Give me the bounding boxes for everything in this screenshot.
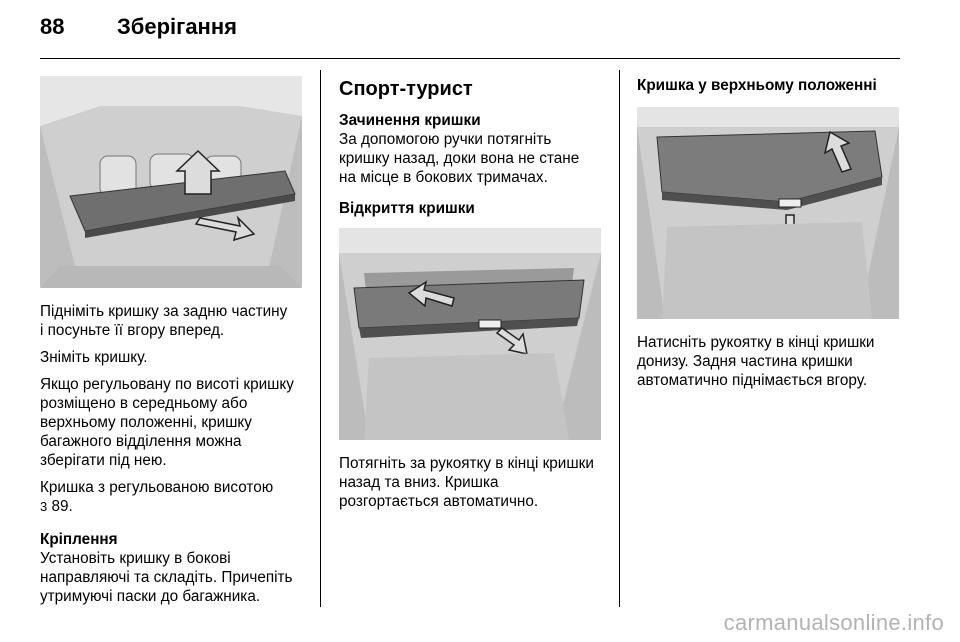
- open-cover-heading: Відкриття кришки: [339, 200, 475, 217]
- column-divider-2: [619, 70, 620, 607]
- upper-position-heading: Кришка у верхньому положенні: [637, 77, 877, 94]
- close-cover-heading: Зачинення кришки: [339, 112, 481, 129]
- page-reference-link[interactable]: 89.: [51, 498, 73, 515]
- close-cover-text: За допомогою ручки потягніть кришку назад, доки вона не стане на місце в бокових тримачах.: [339, 131, 580, 186]
- caption-remove-cover: Зніміть кришку.: [40, 349, 148, 366]
- cargo-cover-remove-illustration: [40, 76, 302, 288]
- cargo-cover-press-illustration: [637, 107, 899, 319]
- left-column: [40, 76, 315, 614]
- caption-height-adjustable-ref: [40, 478, 315, 516]
- caption-lift-cover: Підніміть кришку за задню частину і посуньте її вгору вперед.: [40, 303, 288, 339]
- install-heading: Кріплення: [40, 531, 118, 548]
- caption-pull-handle: Потягніть за рукоятку в кінці кришки назад та вниз. Кришка розгортається автоматично.: [339, 455, 594, 510]
- install-text: Установіть кришку в бокові направляючі та складіть. Причепіть утримуючі паски до багажника.: [40, 550, 293, 605]
- middle-column: [339, 80, 609, 519]
- header-divider: [40, 58, 900, 59]
- page-title: Зберігання: [117, 14, 237, 39]
- page-reference-icon: 3: [40, 499, 48, 514]
- caption-press-handle: Натисніть рукоятку в кінці кришки донизу. Задня частина кришки автоматично піднімається вгору.: [637, 334, 875, 389]
- caption-stow-cover: Якщо регульовану по висоті кришку розміщено в середньому або верхньому положенні, кришку багажного відділення можна зберігати під нею.: [40, 376, 294, 469]
- watermark: carmanualsonline.info: [723, 610, 944, 635]
- section-title: Спорт-турист: [339, 78, 473, 100]
- column-divider-1: [320, 70, 321, 607]
- page-number: 88: [40, 14, 65, 39]
- cargo-cover-pull-illustration: [339, 228, 601, 440]
- right-column: [637, 76, 907, 398]
- caption-ref-text: Кришка з регульованою висотою: [40, 479, 274, 496]
